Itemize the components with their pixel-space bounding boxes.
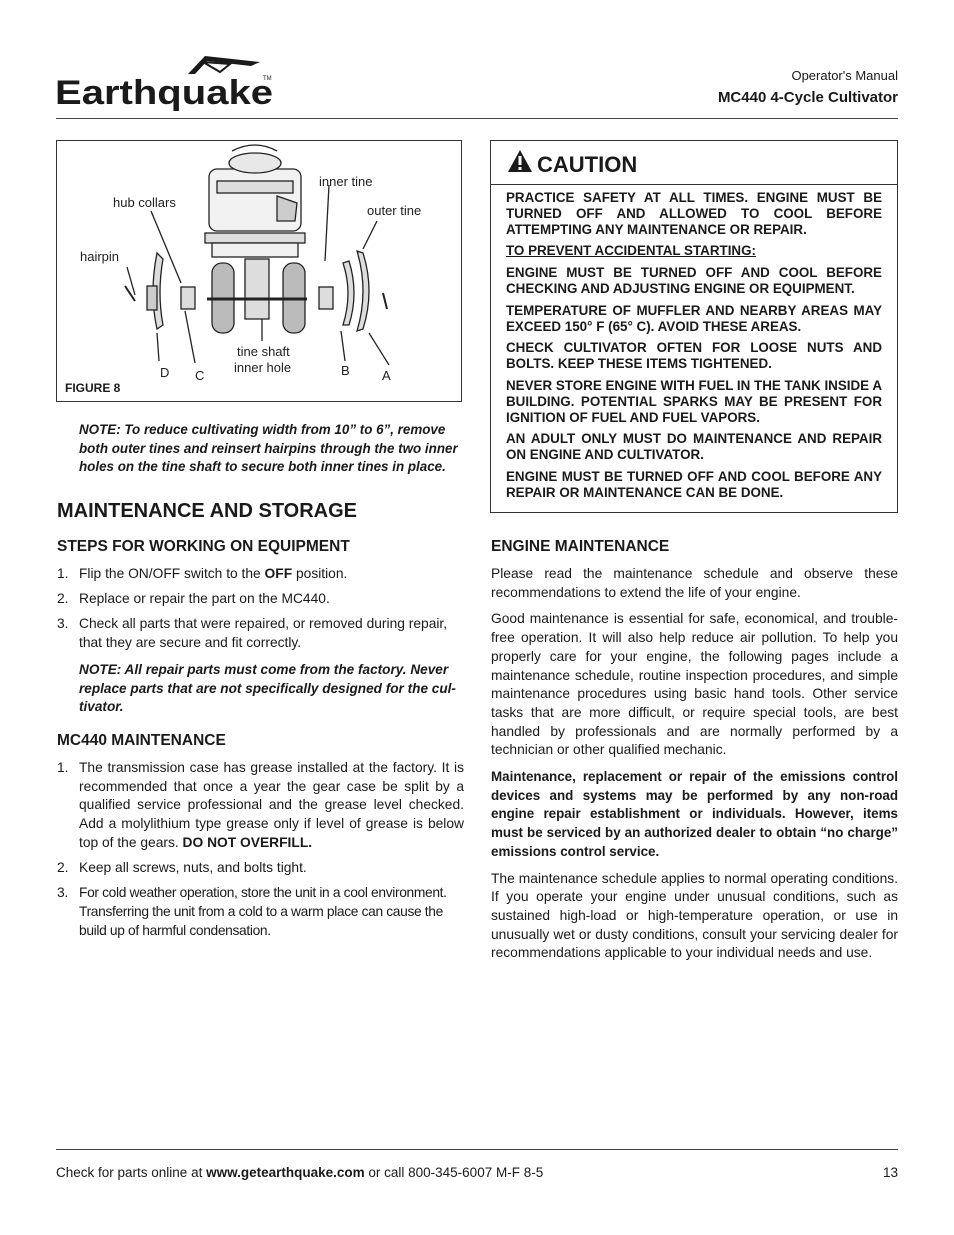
list-item: 1. The transmission case has grease installed at the factory. It is recommended that once a year the gear case be split by a qualified service professional and the grease level checked. Add a molylithium type grease only if level of grease is below top of the gears. DO NOT OVERFILL.: [57, 760, 464, 850]
list-item: 2. Keep all screws, nuts, and bolts tight.: [57, 860, 307, 876]
header-right: [718, 68, 898, 108]
steps-heading: STEPS FOR WORKING ON EQUIPMENT: [57, 538, 350, 555]
paragraph: Good maintenance is essential for safe, economical, and trouble-free operation. It will also help reduce air pollution. To help you properly care for your engine, the following pages include a maintenance schedule, routine inspection procedures, and simple maintenance procedures using basic hand tools. Other service tasks that are more difficult, or require special tools, are best handled by professionals and are normally performed by a technician or other qualified mechanic.: [491, 611, 898, 758]
caution-item: TO PREVENT ACCIDENTAL STARTING:: [506, 243, 756, 259]
caution-item: ENGINE MUST BE TURNED OFF AND COOL BEFORE CHECKING AND ADJUSTING ENGINE OR EQUIPMENT.: [506, 265, 882, 296]
figure-8: [56, 140, 462, 402]
list-item: 3. For cold weather operation, store the unit in a cool environment. Transferring the unit from a cold to a warm place can cause the build up of harmful condensation.: [57, 885, 447, 938]
paragraph-emissions: Maintenance, replacement or repair of the emissions control devices and systems may be performed by any non-road engine repair establishment or individuals. However, items must be serviced by an authorized dealer to obtain “no charge” emissions control service.: [491, 769, 898, 859]
list-item: 1. Flip the ON/OFF switch to the OFF position.: [57, 566, 348, 581]
label-inner-hole: inner hole: [234, 360, 292, 375]
caution-item: TEMPERATURE OF MUFFLER AND NEARBY AREAS MAY EXCEED 150° F (65° C). AVOID THESE AREAS.: [506, 302, 882, 334]
figure-caption: FIGURE 8: [65, 381, 121, 395]
svg-text:Earthquake: Earthquake: [55, 74, 273, 112]
engine-maintenance-heading: ENGINE MAINTENANCE: [491, 538, 670, 555]
label-outer-tine: outer tine: [367, 203, 422, 218]
label-b: B: [341, 363, 350, 378]
caution-item: CHECK CULTIVATOR OFTEN FOR LOOSE NUTS AND BOLTS. KEEP THESE ITEMS TIGHTENED.: [506, 340, 882, 372]
website-link[interactable]: www.getearthquake.com: [206, 1165, 365, 1180]
list-item: 3. Check all parts that were repaired, or removed during repair, that they are secure and fit correctly.: [57, 616, 448, 651]
steps-list: [57, 565, 464, 659]
section-title: MAINTENANCE AND STORAGE: [57, 500, 358, 522]
caution-item: NEVER STORE ENGINE WITH FUEL IN THE TANK INSIDE A BUILDING. POTENTIAL SPARKS MAY BE PRESENT FOR IGNITION OF FUEL AND FUEL VAPORS.: [506, 377, 882, 425]
label-tine-shaft: tine shaft: [237, 344, 290, 359]
label-inner-tine: inner tine: [319, 174, 373, 189]
caution-item: AN ADULT ONLY MUST DO MAINTENANCE AND REPAIR ON ENGINE AND CULTIVATOR.: [506, 431, 882, 463]
earthquake-logo: [55, 52, 280, 114]
paragraph: Please read the maintenance schedule and observe these recommendations to extend the life of your engine.: [491, 566, 898, 600]
warning-icon: [507, 149, 533, 173]
repair-parts-note: NOTE: All repair parts must come from the factory. Never replace parts that are not specifically designed for the cul-tivator.: [79, 662, 456, 714]
svg-text:TM: TM: [263, 76, 272, 82]
page-number: 13: [882, 1165, 898, 1180]
manual-title: MC440 4-Cycle Cultivator: [717, 89, 898, 106]
manual-subtitle: Operator's Manual: [791, 68, 898, 83]
label-c: C: [195, 368, 205, 383]
caution-header: [491, 141, 897, 185]
label-hub-collars: hub collars: [113, 195, 176, 210]
width-note: NOTE: To reduce cultivating width from 10” to 6”, remove both outer tines and reinsert hairpins through the two inner holes on the tine shaft to secure both inner tines in place.: [79, 422, 458, 474]
footer-rule: [56, 1149, 898, 1150]
label-d: D: [160, 365, 170, 380]
mc440-list: [57, 759, 464, 947]
mc440-heading: MC440 MAINTENANCE: [57, 732, 226, 749]
list-item: 2. Replace or repair the part on the MC440.: [57, 591, 330, 607]
footer-text: Check for parts online at www.getearthquake.com or call 800-345-6007 M-F 8-5: [56, 1165, 544, 1180]
paragraph: The maintenance schedule applies to normal operating conditions. If you operate your engine under unusual conditions, such as sustained high-load or high-temperature operation, or use in unusually wet or dusty conditions, consult your servicing dealer for recommendations applicable to your individual needs and use.: [491, 870, 898, 961]
label-hairpin: hairpin: [80, 249, 120, 264]
caution-item: ENGINE MUST BE TURNED OFF AND COOL BEFORE ANY REPAIR OR MAINTENANCE CAN BE DONE.: [506, 468, 882, 500]
caution-body: [491, 185, 897, 501]
label-a: A: [382, 368, 391, 383]
engine-maintenance-text: [491, 565, 898, 971]
caution-box: [490, 140, 898, 513]
caution-title: CAUTION: [537, 152, 638, 177]
header-rule: [56, 118, 898, 119]
caution-item: PRACTICE SAFETY AT ALL TIMES. ENGINE MUST BE TURNED OFF AND ALLOWED TO COOL BEFORE ATTEMPTING ANY MAINTENANCE OR REPAIR.: [506, 190, 882, 237]
